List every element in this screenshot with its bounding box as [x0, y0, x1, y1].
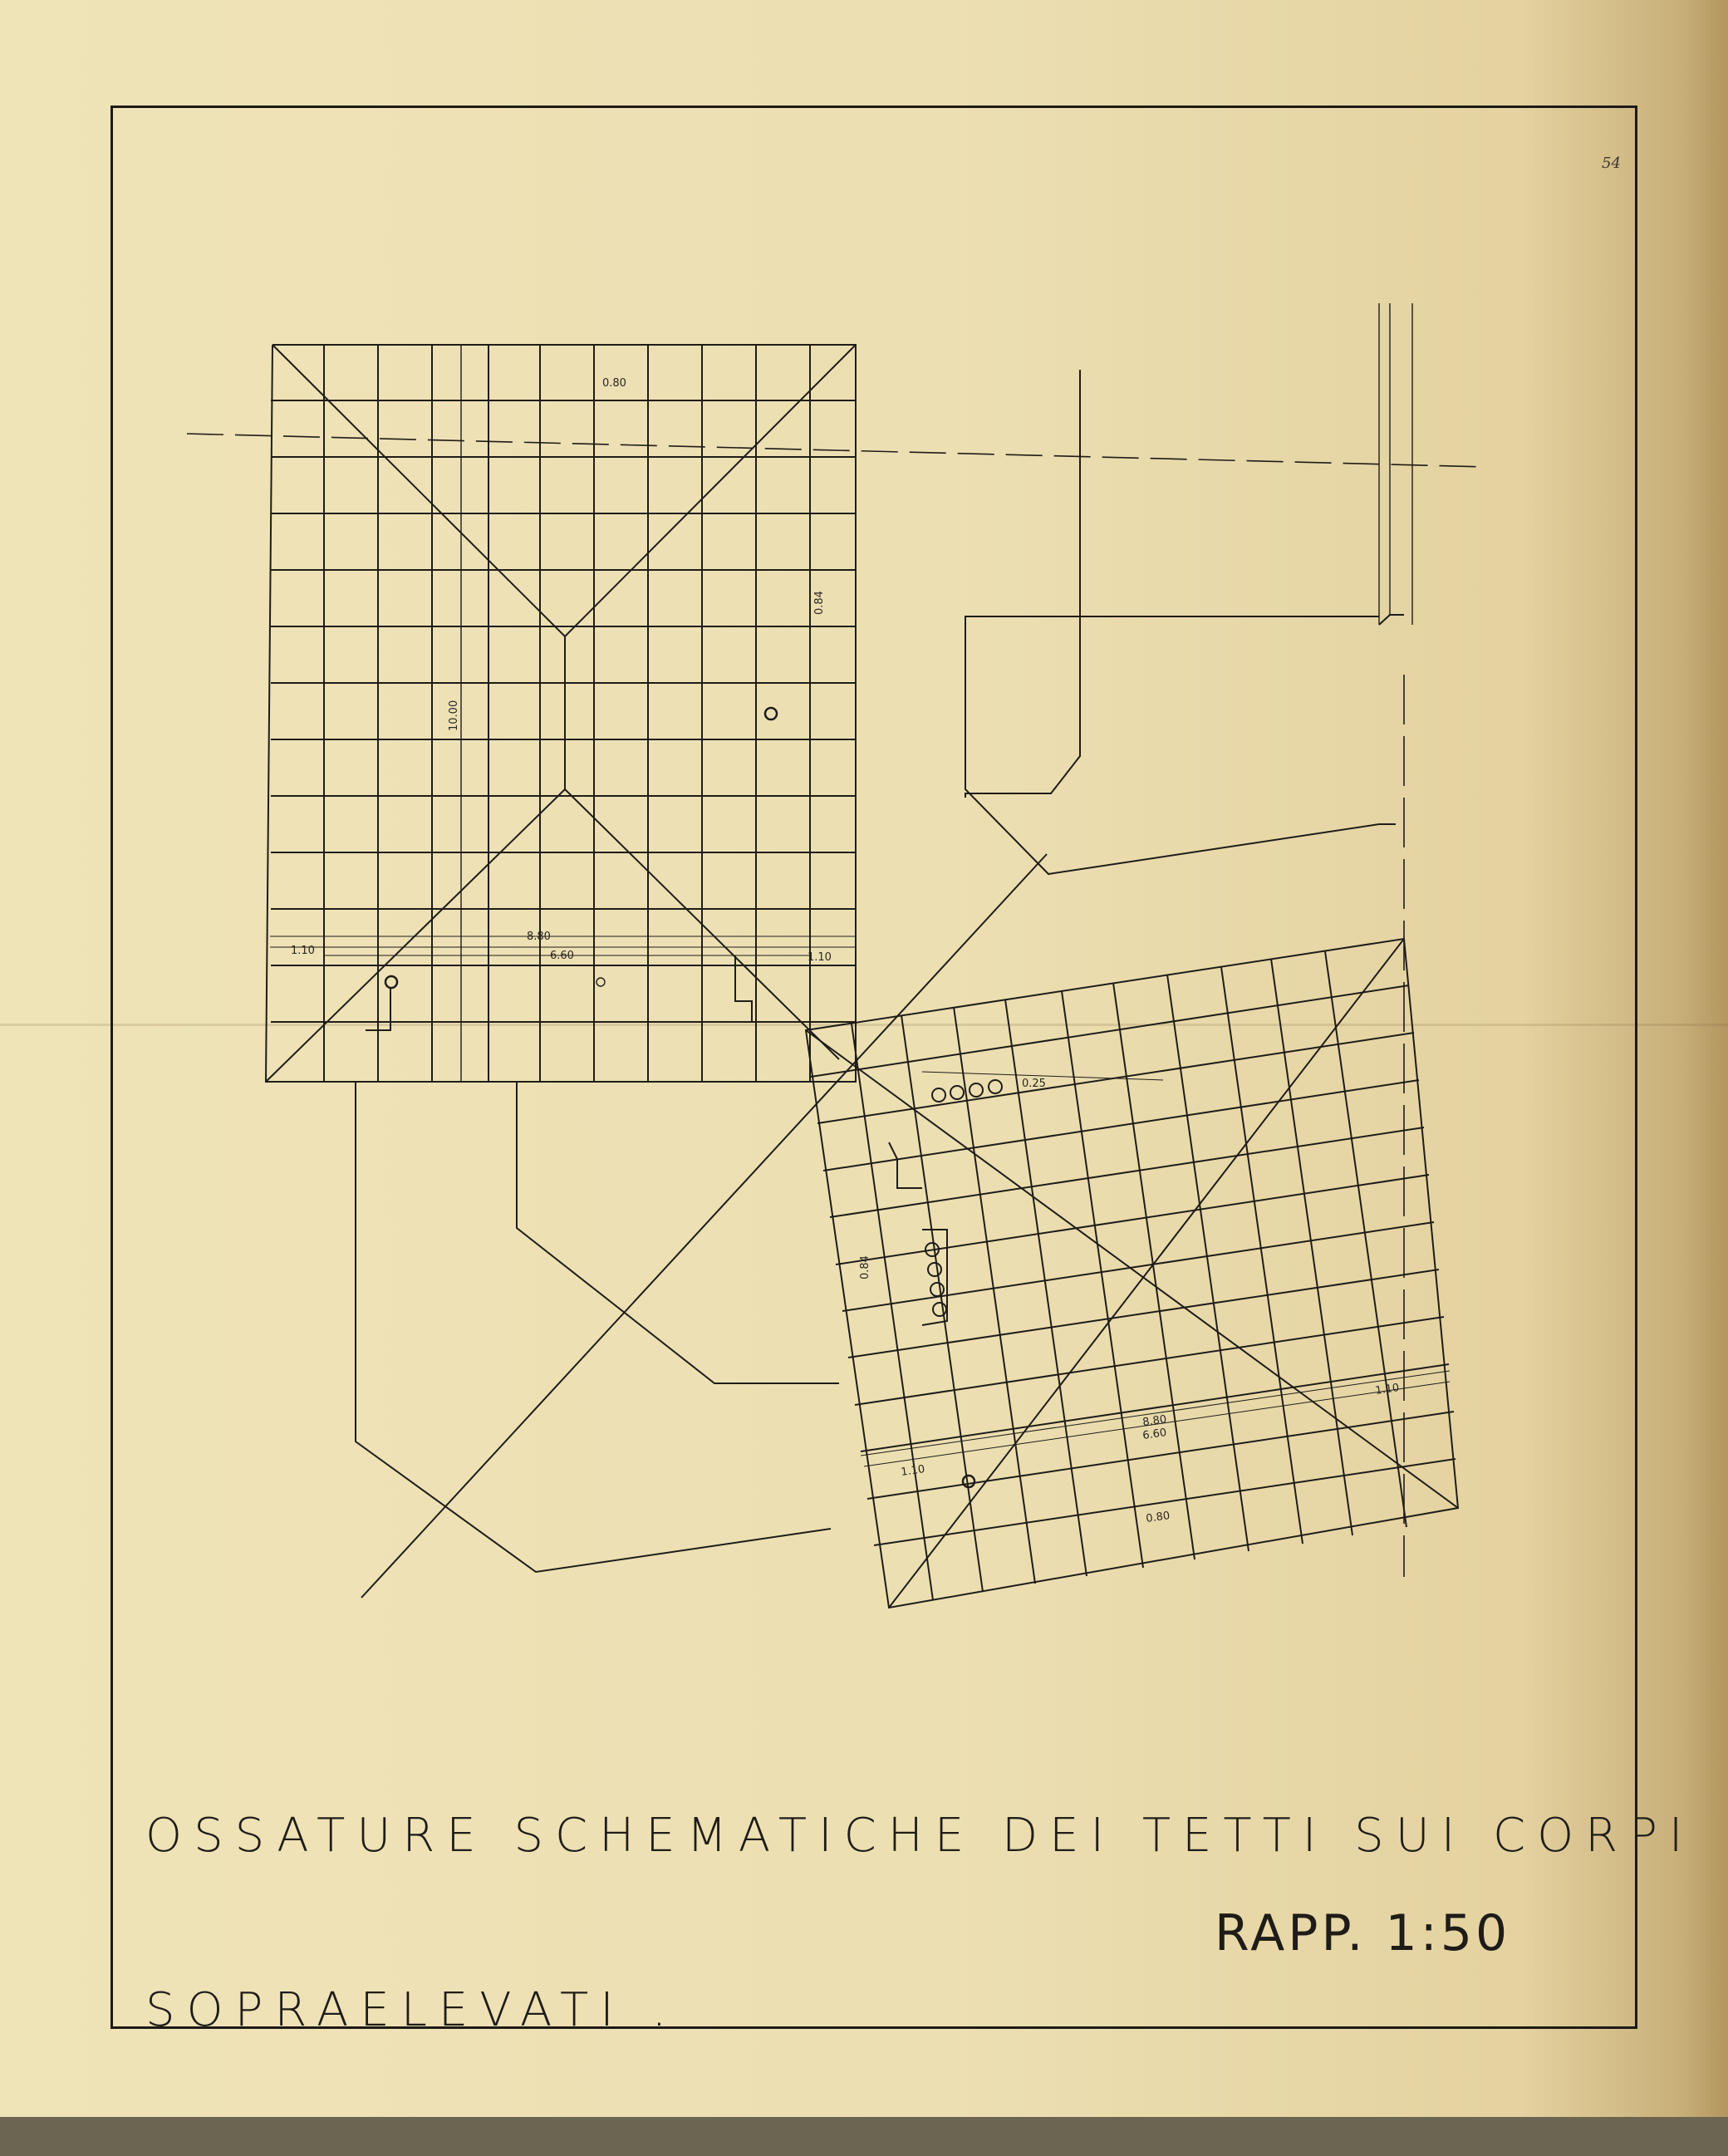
- dim-a-3: 8.80: [527, 931, 551, 943]
- dim-b-6: 0.80: [1145, 1510, 1171, 1525]
- dim-b-5: 1.10: [900, 1463, 926, 1479]
- scale-label: RAPP. 1:50: [1215, 1904, 1511, 1962]
- roof-plan-b: [806, 939, 1458, 1608]
- dim-a-6: 1.10: [808, 951, 832, 964]
- dim-b-0: 0.25: [1022, 1078, 1046, 1090]
- dim-a-2: 10.00: [448, 700, 460, 731]
- drawing-title-line-1: OSSATURE SCHEMATICHE DEI TETTI SUI CORPI: [145, 1809, 1695, 1863]
- building-footprint: [356, 370, 1396, 1598]
- dim-b-1: 0.84: [859, 1255, 871, 1279]
- dimension-labels: [291, 377, 1400, 1525]
- roof-plan-a: [266, 345, 856, 1082]
- drawing-title-line-2: SOPRAELEVATI .: [145, 1983, 679, 2037]
- dim-a-0: 0.80: [602, 377, 626, 390]
- sheet-number: 54: [1602, 155, 1621, 172]
- dim-a-5: 1.10: [291, 945, 315, 957]
- dim-b-4: 1.10: [1374, 1382, 1401, 1397]
- dim-a-1: 0.84: [813, 591, 826, 615]
- dim-b-3: 6.60: [1141, 1427, 1168, 1442]
- dim-a-4: 6.60: [550, 950, 574, 962]
- dim-b-2: 8.80: [1141, 1413, 1168, 1429]
